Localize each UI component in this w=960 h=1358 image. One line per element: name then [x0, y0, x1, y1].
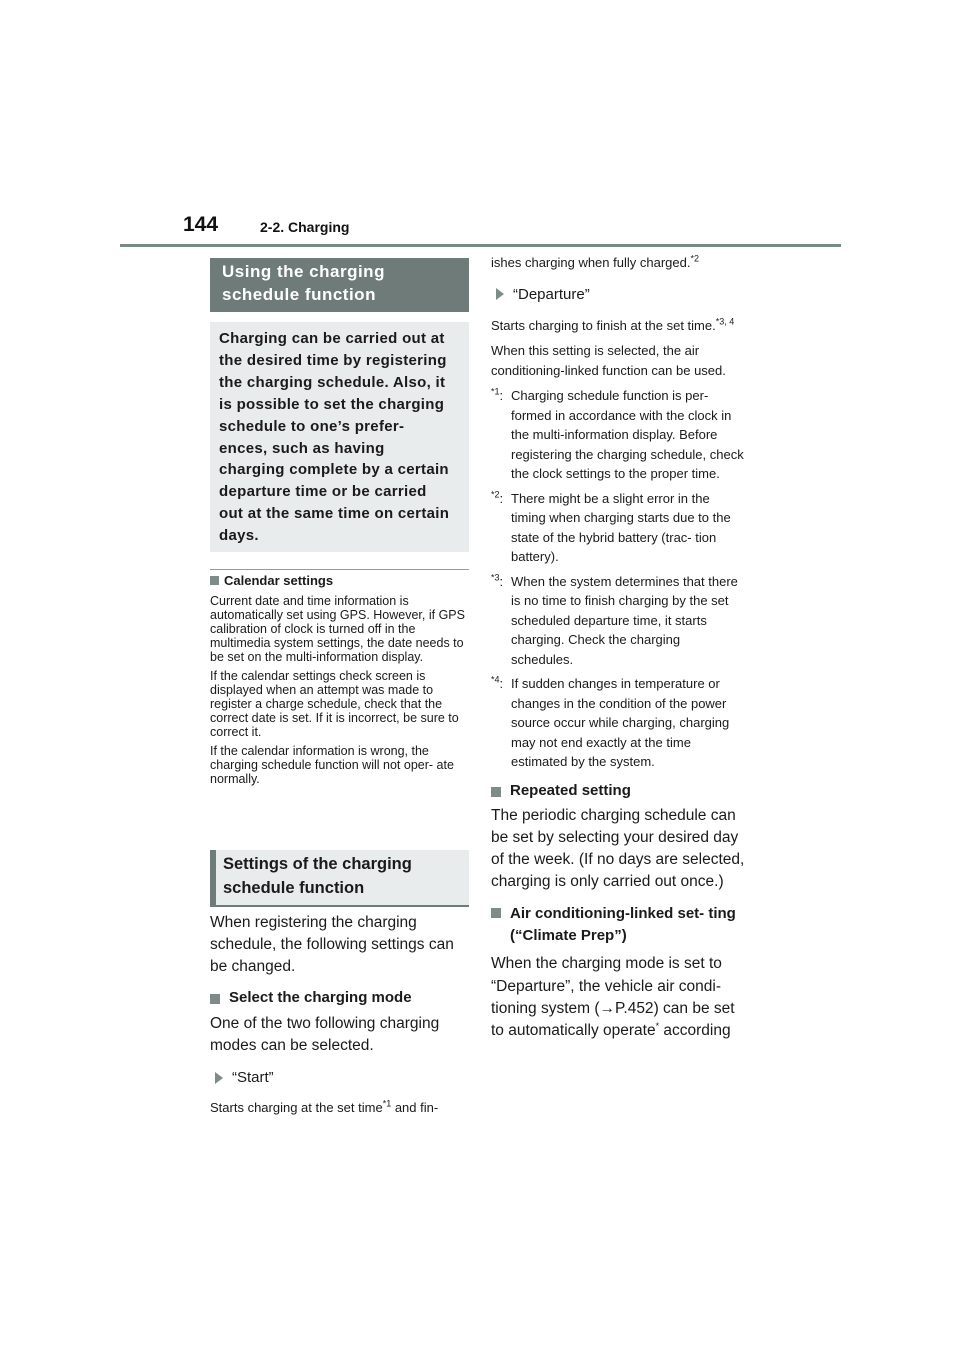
intro-line: ences, such as having [219, 439, 385, 457]
repeated-heading [491, 782, 745, 799]
start-description [210, 1098, 468, 1118]
header-rule [120, 244, 841, 247]
footnote: $^{*3}$: When the system determines that there is no time to finish charging by the set scheduled departure time, it starts charging. Check the charging schedules. [491, 572, 745, 670]
start-desc-text: Starts charging at the set time [210, 1100, 383, 1116]
air-heading-label: Air conditioning-linked set- ting (“Climate Prep”) [510, 905, 736, 945]
footnote: $^{*2}$: There might be a slight error in the timing when charging starts due to the state of the hybrid battery (trac- tion battery). [491, 489, 745, 567]
calendar-heading-label: Calendar settings [224, 573, 334, 588]
triangle-bullet-icon [496, 288, 504, 300]
departure-note: When this setting is selected, the air conditioning-linked function can be used. [491, 343, 726, 378]
footnote-mark: *1 [491, 386, 500, 397]
repeated-heading-label: Repeated setting [510, 781, 631, 799]
departure-item-label: “Departure” [513, 285, 590, 303]
intro-line: charging complete by a certain [219, 461, 449, 479]
footnote-ref: *3, 4 [715, 316, 735, 327]
footnote: $^{*4}$: If sudden changes in temperature or changes in the condition of the power source occur while charging, charging may not end exactly at the time estimated by the system. [491, 674, 745, 772]
intro-line: out at the same time on certain [219, 505, 450, 523]
arrow-icon: → [599, 999, 616, 1017]
intro-line: schedule to one’s prefer- [219, 417, 405, 435]
footnote: $^{*1}$: Charging schedule function is per- formed in accordance with the clock in the multi-information display. Before registering the charging schedule, check the clock settings to the proper time. [491, 386, 745, 484]
right-column [491, 253, 745, 1042]
divider [210, 569, 469, 570]
continuation-label: ishes charging when fully charged. [491, 255, 691, 270]
square-bullet-icon [491, 787, 501, 797]
section-title-line: Using the charging [222, 262, 385, 281]
intro-line: departure time or be carried [219, 483, 427, 501]
settings-title-box [210, 850, 469, 905]
mode-heading-label: Select the charging mode [229, 988, 412, 1006]
settings-title-line: Settings of the charging [223, 855, 412, 873]
calendar-paragraph: If the calendar information is wrong, the charging schedule function will not oper- ate normally. [210, 744, 454, 786]
footnote-text: There might be a slight error in the timing when charging starts due to the state of the hybrid battery (trac- tion battery). [511, 490, 731, 564]
start-item [210, 1069, 468, 1086]
footnote-text: If sudden changes in temperature or changes in the condition of the power source occur while charging, charging may not end exactly at the time estimated by the system. [511, 676, 730, 769]
square-bullet-icon [210, 994, 220, 1004]
continuation-text [491, 253, 745, 273]
intro-line: Charging can be carried out at [219, 330, 445, 347]
intro-line: the charging schedule. Also, it [219, 373, 446, 391]
settings-title-line: schedule function [223, 879, 365, 897]
section-header: 2-2. Charging [260, 219, 350, 235]
triangle-bullet-icon [215, 1072, 223, 1084]
section-title-box [210, 258, 469, 312]
calendar-paragraph: If the calendar settings check screen is displayed when an attempt was made to register a charge schedule, check that the correct date is set. If it is incorrect, be sure to correct it. [210, 669, 459, 739]
air-text-part: When the charging mode is set to “Departure”, the vehicle air condi- tioning system ( [491, 955, 722, 1017]
page-number: 144 [183, 213, 219, 236]
section-title-line: schedule function [222, 285, 376, 304]
intro-line: days. [219, 527, 259, 545]
mode-heading [210, 989, 468, 1006]
square-bullet-icon [491, 908, 501, 918]
footnote-mark: *2 [491, 489, 500, 500]
calendar-paragraph: Current date and time information is automatically set using GPS. However, if GPS calibration of clock is turned off in the multimedia system settings, the date needs to be set on the multi-information display. [210, 594, 465, 664]
footnote-mark: *4 [491, 674, 500, 685]
body-paragraph: When registering the charging schedule, the following settings can be changed. [210, 914, 454, 976]
calendar-heading [210, 573, 470, 588]
footnote-mark: *3 [491, 572, 500, 583]
repeated-text: The periodic charging schedule can be set by selecting your desired day of the week. (If no days are selected, charging is only carried out once.) [491, 806, 745, 891]
footnote-ref: *2 [690, 253, 699, 264]
settings-rule [210, 905, 469, 907]
square-bullet-icon [210, 576, 219, 585]
departure-desc-text: Starts charging to finish at the set time. [491, 317, 716, 333]
body-paragraph: One of the two following charging modes can be selected. [210, 1014, 440, 1054]
departure-item [491, 286, 745, 303]
footnote-ref: *1 [382, 1098, 392, 1109]
footnote-text: Charging schedule function is per- formed in accordance with the clock in the multi-information display. Before registering the charging schedule, check the clock settings to the proper time. [511, 388, 744, 481]
air-text-part: according [659, 1021, 731, 1039]
intro-line: is possible to set the charging [219, 395, 445, 413]
start-desc-end: and fin- [391, 1100, 439, 1116]
air-text [491, 953, 745, 1042]
intro-line: the desired time by registering [219, 351, 447, 369]
start-item-label: “Start” [232, 1069, 274, 1087]
footnote-ref: * [655, 1020, 660, 1031]
calendar-section [210, 573, 470, 791]
page-reference-link[interactable]: P.452 [615, 999, 654, 1017]
left-body [210, 912, 468, 1118]
departure-description [491, 316, 745, 336]
air-heading [491, 903, 745, 947]
footnote-text: When the system determines that there is no time to finish charging by the set scheduled departure time, it starts charging. Check the charging schedules. [511, 573, 738, 667]
intro-box [210, 322, 469, 552]
air-text-part: ) can be set to automatically operate [491, 999, 735, 1039]
